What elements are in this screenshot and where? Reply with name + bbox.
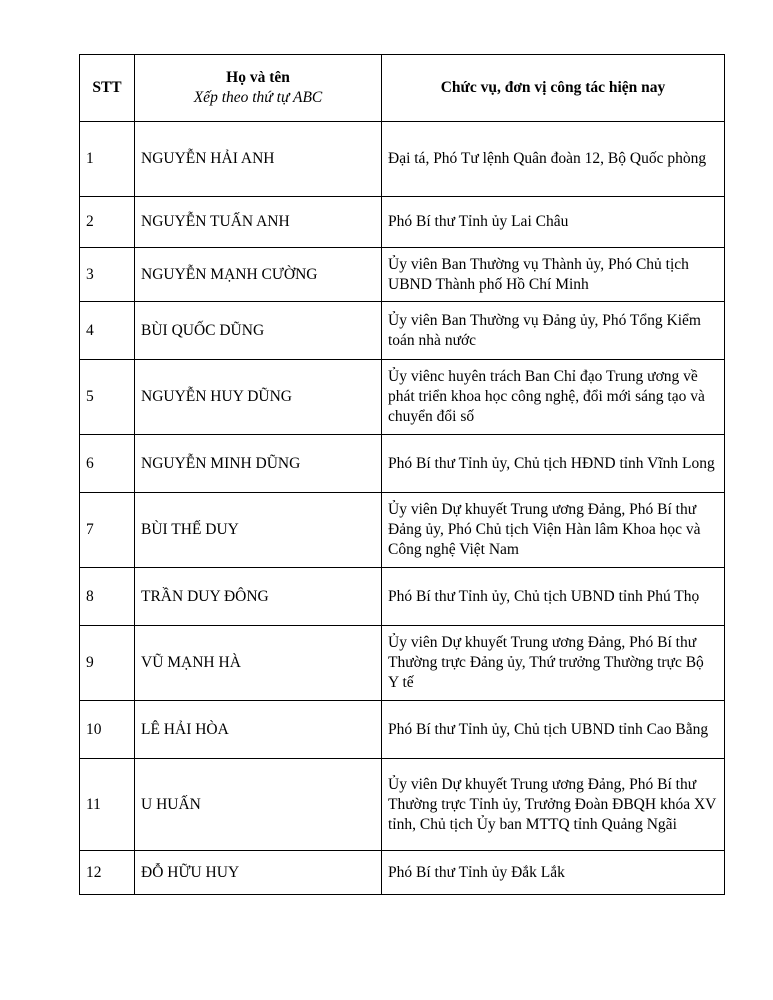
row-name: NGUYỄN MẠNH CƯỜNG bbox=[135, 248, 382, 302]
row-name: U HUẤN bbox=[135, 759, 382, 851]
table-body bbox=[80, 122, 725, 895]
row-name: VŨ MẠNH HÀ bbox=[135, 626, 382, 701]
table-header bbox=[80, 55, 725, 122]
row-stt: 6 bbox=[80, 435, 135, 493]
row-stt: 4 bbox=[80, 302, 135, 360]
row-stt: 1 bbox=[80, 122, 135, 197]
row-name: ĐỖ HỮU HUY bbox=[135, 851, 382, 895]
row-name: TRẦN DUY ĐÔNG bbox=[135, 568, 382, 626]
row-stt: 2 bbox=[80, 197, 135, 248]
row-position: Ủy viên Ban Thường vụ Thành ủy, Phó Chủ tịch UBND Thành phố Hồ Chí Minh bbox=[382, 248, 725, 302]
table-row bbox=[80, 302, 725, 360]
row-position: Phó Bí thư Tỉnh ủy, Chủ tịch UBND tỉnh Phú Thọ bbox=[382, 568, 725, 626]
row-position: Đại tá, Phó Tư lệnh Quân đoàn 12, Bộ Quốc phòng bbox=[382, 122, 725, 197]
row-position: Ủy viên Ban Thường vụ Đảng ủy, Phó Tổng Kiểm toán nhà nước bbox=[382, 302, 725, 360]
row-name: BÙI QUỐC DŨNG bbox=[135, 302, 382, 360]
table-row bbox=[80, 360, 725, 435]
header-name-title: Họ và tên bbox=[226, 69, 290, 86]
row-name: NGUYỄN HUY DŨNG bbox=[135, 360, 382, 435]
table-row bbox=[80, 435, 725, 493]
table-row bbox=[80, 248, 725, 302]
row-stt: 3 bbox=[80, 248, 135, 302]
row-position: Ủy viênc huyên trách Ban Chỉ đạo Trung ương về phát triển khoa học công nghệ, đổi mới sáng tạo và chuyển đổi số bbox=[382, 360, 725, 435]
row-name: BÙI THẾ DUY bbox=[135, 493, 382, 568]
row-stt: 12 bbox=[80, 851, 135, 895]
personnel-table bbox=[79, 54, 725, 895]
table-row bbox=[80, 493, 725, 568]
row-position: Ủy viên Dự khuyết Trung ương Đảng, Phó Bí thư Thường trực Tỉnh ủy, Trưởng Đoàn ĐBQH khóa XV tỉnh, Chủ tịch Ủy ban MTTQ tỉnh Quảng Ngãi bbox=[382, 759, 725, 851]
row-name: LÊ HẢI HÒA bbox=[135, 701, 382, 759]
row-name: NGUYỄN HẢI ANH bbox=[135, 122, 382, 197]
table-row bbox=[80, 122, 725, 197]
row-name: NGUYỄN MINH DŨNG bbox=[135, 435, 382, 493]
header-row bbox=[80, 55, 725, 122]
header-stt: STT bbox=[80, 55, 135, 122]
row-position: Phó Bí thư Tỉnh ủy, Chủ tịch HĐND tỉnh Vĩnh Long bbox=[382, 435, 725, 493]
row-stt: 7 bbox=[80, 493, 135, 568]
row-position: Ủy viên Dự khuyết Trung ương Đảng, Phó Bí thư Đảng ủy, Phó Chủ tịch Viện Hàn lâm Khoa học và Công nghệ Việt Nam bbox=[382, 493, 725, 568]
header-name-note: Xếp theo thứ tự ABC bbox=[193, 89, 323, 106]
row-position: Phó Bí thư Tỉnh ủy Đắk Lắk bbox=[382, 851, 725, 895]
header-name bbox=[135, 55, 382, 122]
row-stt: 5 bbox=[80, 360, 135, 435]
row-position: Phó Bí thư Tỉnh ủy, Chủ tịch UBND tỉnh Cao Bằng bbox=[382, 701, 725, 759]
table-row bbox=[80, 568, 725, 626]
header-position: Chức vụ, đơn vị công tác hiện nay bbox=[382, 55, 725, 122]
row-stt: 10 bbox=[80, 701, 135, 759]
table-row bbox=[80, 759, 725, 851]
row-stt: 9 bbox=[80, 626, 135, 701]
table-row bbox=[80, 701, 725, 759]
row-stt: 11 bbox=[80, 759, 135, 851]
table-row bbox=[80, 626, 725, 701]
row-position: Ủy viên Dự khuyết Trung ương Đảng, Phó Bí thư Thường trực Đảng ủy, Thứ trưởng Thường trực Bộ Y tế bbox=[382, 626, 725, 701]
table-row bbox=[80, 197, 725, 248]
row-stt: 8 bbox=[80, 568, 135, 626]
row-name: NGUYỄN TUẤN ANH bbox=[135, 197, 382, 248]
table-row bbox=[80, 851, 725, 895]
row-position: Phó Bí thư Tỉnh ủy Lai Châu bbox=[382, 197, 725, 248]
